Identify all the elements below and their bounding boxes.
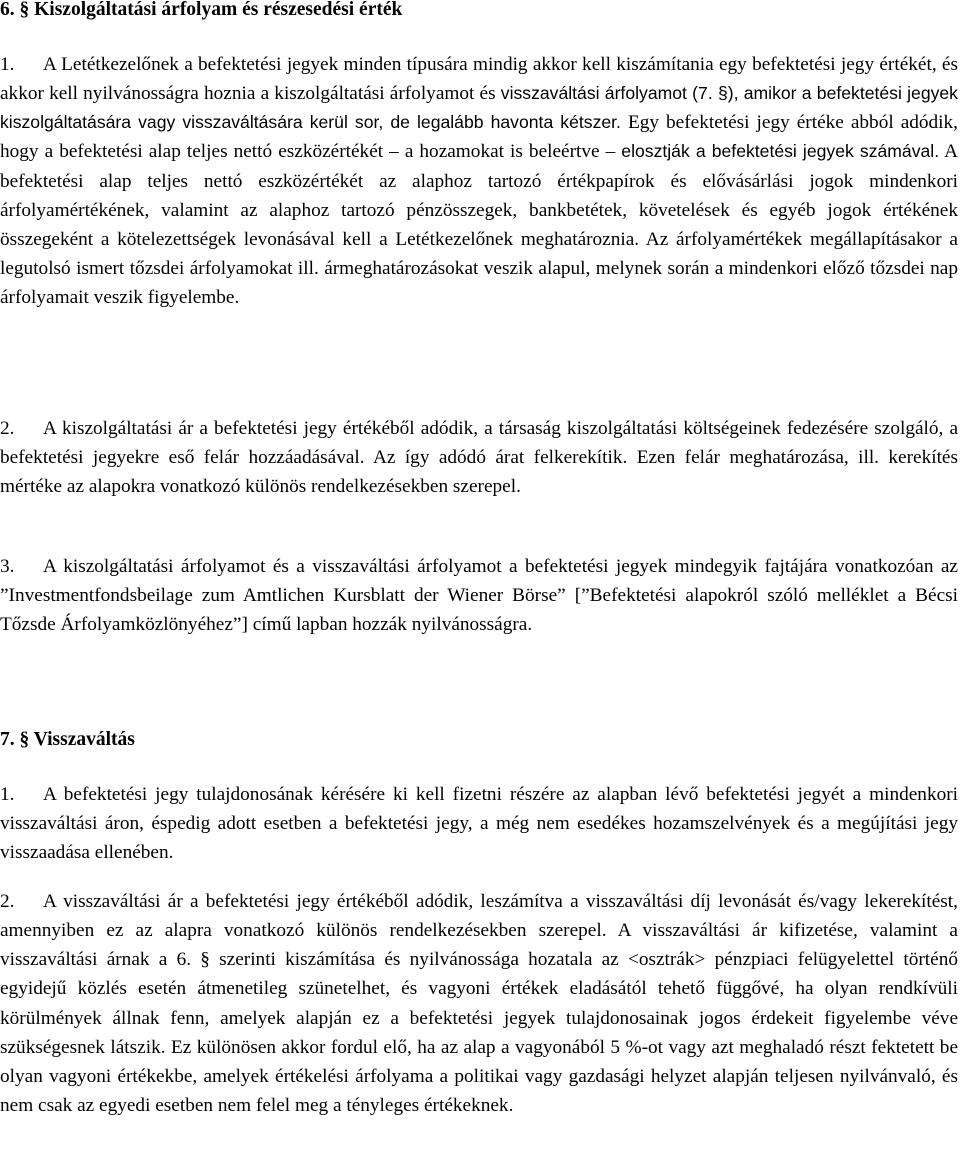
- item-number: 3.: [0, 556, 15, 577]
- item-text-sans: visszaváltási árfolyamot (7. §), amikor a befektetési jegyek kiszolgáltatására vagy visszaváltására kerül sor, de legalább havonta kétszer.: [0, 83, 958, 133]
- item-number: 1.: [0, 54, 15, 75]
- item-number: 1.: [0, 784, 15, 805]
- item-text-sans: elosztják a befektetési jegyek számával.: [621, 141, 940, 162]
- item-number: 2.: [0, 891, 15, 912]
- item-text: A befektetési alap teljes nettó eszközértékét az alaphoz tartozó értékpapírok és elővásárlási jogok mindenkori árfolyamértékének, valamint az alaphoz tartozó pénzösszegek, bankbetétek, követelések és egyéb jogok értékének összegeként a kötelezettségek levonásával kell a Letétkezelőnek meghatároznia. Az árfolyamértékek megállapításakor a legutolsó ismert tőzsdei árfolyamokat ill. ármeghatározásokat veszik alapul, melynek során a mindenkori előző tőzsdei nap árfolyamait veszik figyelembe.: [0, 141, 958, 309]
- section-7-heading: 7. § Visszaváltás: [0, 729, 135, 750]
- section-6-item-1: [0, 50, 958, 312]
- section-7-item-1: [0, 780, 958, 867]
- section-6-item-2: [0, 414, 958, 501]
- item-text: A kiszolgáltatási ár a befektetési jegy értékéből adódik, a társaság kiszolgáltatási költségeinek fedezésére szolgáló, a befektetési jegyekre eső felár hozzáadásával. Az így adódó árat felkerekítik. Ezen felár meghatározása, ill. kerekítés mértéke az alapokra vonatkozó különös rendelkezésekben szerepel.: [0, 418, 958, 498]
- item-text: Egy befektetési jegy értéke abból adódik, hogy a befektetési alap teljes nettó eszközértékét – a hozamokat is beleértve –: [0, 112, 958, 163]
- section-6-heading: 6. § Kiszolgáltatási árfolyam és részesedési érték: [0, 0, 403, 20]
- item-text: A kiszolgáltatási árfolyamot és a visszaváltási árfolyamot a befektetési jegyek mindegyik fajtájára vonatkozóan az ”Investmentfondsbeilage zum Amtlichen Kursblatt der Wiener Börse” [”Befektetési alapokról szóló melléklet a Bécsi Tőzsde Árfolyamközlönyéhez”] című lapban hozzák nyilvánosságra.: [0, 556, 958, 636]
- item-number: 2.: [0, 418, 15, 439]
- section-7-item-2: [0, 887, 958, 1120]
- item-text: A Letétkezelőnek a befektetési jegyek minden típusára mindig akkor kell kiszámítania egy befektetési jegy értékét, és akkor kell nyilvánosságra hoznia a kiszolgáltatási árfolyamot és: [0, 54, 958, 105]
- section-6-item-3: [0, 552, 958, 639]
- item-text: A visszaváltási ár a befektetési jegy értékéből adódik, leszámítva a visszaváltási díj levonását és/vagy lekerekítést, amennyiben ez az alapra vonatkozó különös rendelkezésekben szerepel. A visszaváltási ár kifizetése, valamint a visszaváltási árnak a 6. § szerinti kiszámítása és nyilvánossága hozatala az <osztrák> pénzpiaci felügyelettel történő egyidejű közlés esetén átmenetileg szünetelhet, és vagyoni értékek eladásától tehető függővé, ha olyan rendkívüli körülmények állnak fenn, amelyek alapján ez a befektetési jegyek tulajdonosainak jogos érdekeit figyelembe véve szükségesnek látszik. Ez különösen akkor fordul elő, ha az alap a vagyonából 5 %-ot vagy azt meghaladó részt fektetett be olyan vagyoni értékekbe, amelyek értékelési árfolyama a politikai vagy gazdasági helyzet alapján teljesen nyilvánvaló, és nem csak az egyedi esetben nem felel meg a tényleges értékeknek.: [0, 891, 958, 1117]
- item-text: A befektetési jegy tulajdonosának kérésére ki kell fizetni részére az alapban lévő befektetési jegyét a mindenkori visszaváltási áron, éspedig adott esetben a befektetési jegy, a még nem esedékes hozamszelvények és a megújítási jegy visszaadása ellenében.: [0, 784, 958, 864]
